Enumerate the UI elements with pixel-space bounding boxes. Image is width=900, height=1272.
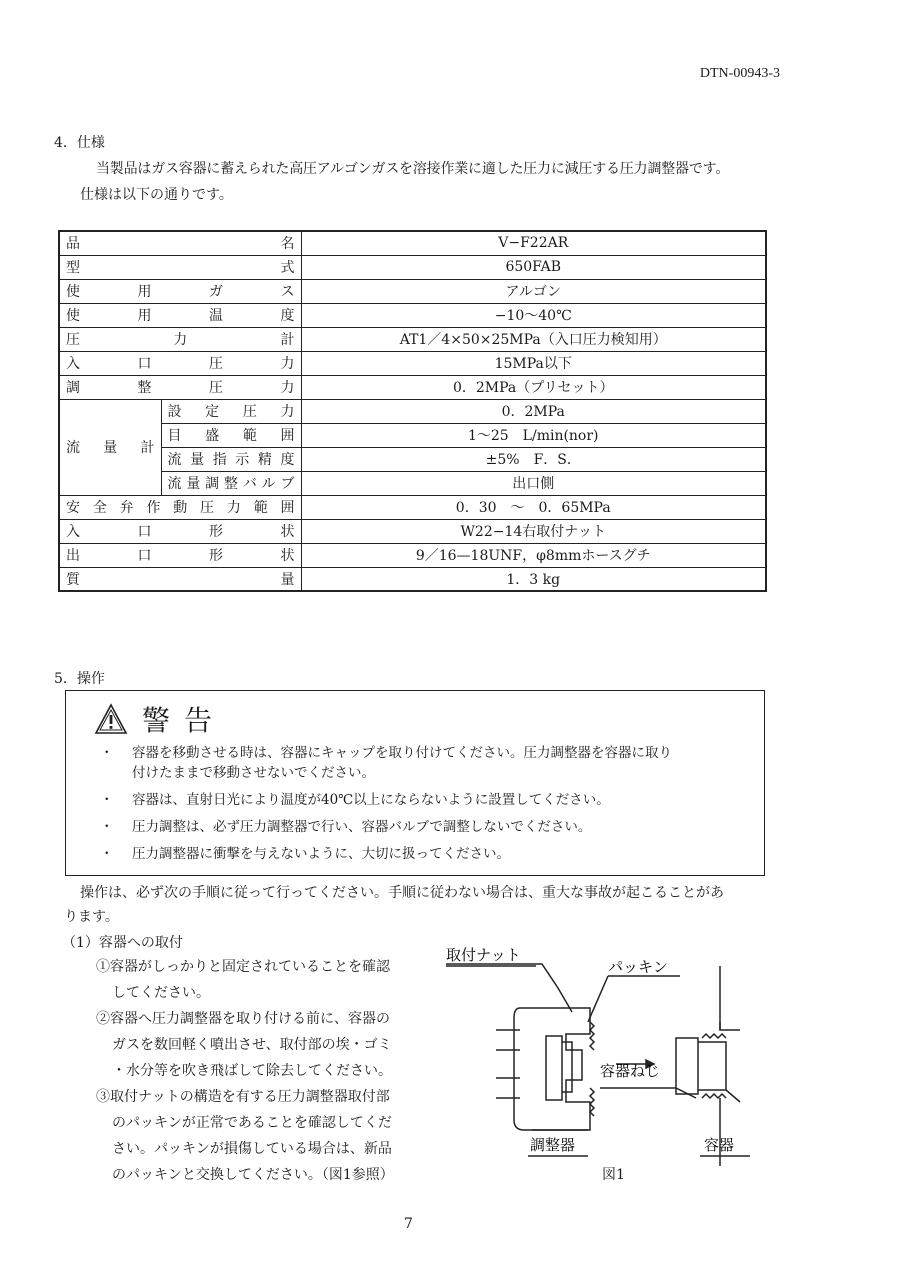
label-regulator: 調整器 xyxy=(530,1137,576,1154)
spec-value: 1〜25 L/min(nor) xyxy=(301,423,766,447)
spec-row xyxy=(59,279,766,303)
warning-triangle-icon xyxy=(94,703,128,735)
subsection-1-heading: （1）容器への取付 xyxy=(62,935,183,951)
warning-box xyxy=(65,690,765,876)
warning-item xyxy=(100,790,744,810)
spec-label xyxy=(59,351,301,375)
step-line: のパッキンと交換してください。（図1参照） xyxy=(112,1167,394,1183)
label-char: 流 xyxy=(167,452,182,468)
label-container: 容器 xyxy=(704,1137,735,1154)
label-char: 度 xyxy=(280,452,295,468)
spec-label xyxy=(59,303,301,327)
label-char: 整 xyxy=(223,476,238,492)
spec-value: 1．3 kg xyxy=(301,567,766,591)
warning-line: 容器は、直射日光により温度が40℃以上にならないように設置してください。 xyxy=(132,792,610,808)
label-char: 示 xyxy=(235,452,250,468)
step-line: ②容器へ圧力調整器を取り付ける前に、容器の xyxy=(96,1011,390,1027)
warning-text xyxy=(132,817,591,837)
spec-value: 9／16—18UNF，φ8mmホースグチ xyxy=(301,543,766,567)
label-char: 精 xyxy=(257,452,272,468)
label-char: 力 xyxy=(280,356,295,372)
spec-intro-line-1: 当製品はガス容器に蓄えられた高圧アルゴンガスを溶接作業に適した圧力に減圧する圧力調整器です。 xyxy=(96,161,730,177)
warning-text xyxy=(132,844,510,864)
label-char: 調 xyxy=(66,380,80,396)
label-char: 形 xyxy=(209,524,223,540)
label-char: 安 xyxy=(66,500,80,516)
label-char: 品 xyxy=(66,236,80,253)
label-char: 盛 xyxy=(205,428,220,444)
label-char: 圧 xyxy=(200,500,215,516)
label-char: 整 xyxy=(137,380,152,396)
bullet: ・ xyxy=(100,819,114,835)
label-char: 指 xyxy=(212,452,227,468)
spec-sub-label xyxy=(161,447,301,471)
page-number: 7 xyxy=(404,1216,413,1232)
label-char: 流 xyxy=(66,440,80,456)
label-char: ス xyxy=(280,284,295,300)
label-container-thread: 容器ねじ xyxy=(600,1063,661,1080)
label-char: 調 xyxy=(205,476,220,492)
spec-sub-label xyxy=(161,471,301,495)
bullet: ・ xyxy=(100,846,114,862)
spec-row xyxy=(59,255,766,279)
step-line: ・水分等を吹き飛ばして除去してください。 xyxy=(112,1063,392,1079)
spec-value: 15MPa以下 xyxy=(301,351,766,375)
spec-label xyxy=(59,231,301,255)
label-char: ル xyxy=(261,476,276,492)
spec-group-label xyxy=(59,399,161,495)
warning-text xyxy=(132,790,610,810)
spec-row xyxy=(59,375,766,399)
spec-sub-label xyxy=(161,399,301,423)
label-char: 囲 xyxy=(280,500,295,516)
label-char: 力 xyxy=(173,332,188,348)
label-char: 出 xyxy=(66,548,80,564)
label-char: 作 xyxy=(146,500,161,516)
warning-line: 圧力調整器に衝撃を与えないように、大切に扱ってください。 xyxy=(132,846,510,862)
label-char: 度 xyxy=(280,308,295,324)
spec-value: −10〜40℃ xyxy=(301,303,766,327)
label-char: 圧 xyxy=(209,356,223,372)
label-char: 計 xyxy=(140,440,155,456)
figure-caption: 図1 xyxy=(602,1167,625,1183)
warning-header xyxy=(94,699,226,739)
figure-1-diagram xyxy=(440,938,770,1188)
spec-row xyxy=(59,303,766,327)
warning-item xyxy=(100,844,744,864)
spec-value: 650FAB xyxy=(301,255,766,279)
spec-row xyxy=(59,567,766,591)
step-line: のパッキンが正常であることを確認してくだ xyxy=(112,1115,392,1131)
label-char: ガ xyxy=(209,284,223,300)
label-char: 範 xyxy=(242,428,257,444)
step-line: してください。 xyxy=(112,985,210,1001)
label-char: 範 xyxy=(253,500,268,516)
label-char: 入 xyxy=(66,524,80,540)
spec-row xyxy=(59,327,766,351)
spec-value: 0．30 〜 0．65MPa xyxy=(301,495,766,519)
label-char: 全 xyxy=(92,500,107,516)
warning-text xyxy=(132,743,672,783)
label-char: 使 xyxy=(66,308,80,324)
label-char: 使 xyxy=(66,284,80,300)
spec-label xyxy=(59,495,301,519)
spec-value: 0．2MPa xyxy=(301,399,766,423)
label-char: 用 xyxy=(137,308,152,324)
label-char: 力 xyxy=(226,500,241,516)
spec-label xyxy=(59,543,301,567)
label-char: 質 xyxy=(66,571,80,588)
label-char: 形 xyxy=(209,548,223,564)
label-char: 圧 xyxy=(66,332,80,348)
spec-row xyxy=(59,447,766,471)
label-char: 力 xyxy=(280,380,295,396)
spec-label xyxy=(59,327,301,351)
label-char: 入 xyxy=(66,356,80,372)
warning-list xyxy=(100,743,744,871)
warning-item xyxy=(100,817,744,837)
spec-row xyxy=(59,351,766,375)
spec-row xyxy=(59,543,766,567)
step-line: さい。パッキンが損傷している場合は、新品 xyxy=(112,1141,392,1157)
label-char: 量 xyxy=(103,440,118,456)
spec-intro-line-2: 仕様は以下の通りです。 xyxy=(80,187,233,203)
warning-line: 圧力調整は、必ず圧力調整器で行い、容器バルブで調整しないでください。 xyxy=(132,819,592,835)
label-char: 圧 xyxy=(242,404,257,420)
bullet: ・ xyxy=(100,745,114,761)
label-char: 量 xyxy=(186,476,201,492)
label-char: 圧 xyxy=(209,380,223,396)
section-4-heading: 4．仕様 xyxy=(54,135,105,151)
spec-row xyxy=(59,471,766,495)
operation-intro-line-1: 操作は、必ず次の手順に従って行ってください。手順に従わない場合は、重大な事故が起こることがあ xyxy=(80,885,724,901)
spec-value: V−F22AR xyxy=(301,231,766,255)
bullet: ・ xyxy=(100,792,114,808)
label-mounting-nut: 取付ナット xyxy=(446,947,521,964)
warning-title: 警告 xyxy=(142,704,227,737)
label-char: 状 xyxy=(280,548,295,564)
operation-intro-line-2: ります。 xyxy=(64,909,119,925)
label-char: 量 xyxy=(280,571,295,588)
label-char: 囲 xyxy=(280,428,295,444)
label-char: 式 xyxy=(280,260,295,276)
spec-label xyxy=(59,255,301,279)
label-char: 用 xyxy=(137,284,152,300)
warning-line: 容器を移動させる時は、容器にキャップを取り付けてください。圧力調整器を容器に取り xyxy=(132,745,672,761)
spec-value: AT1／4×50×25MPa（入口圧力検知用） xyxy=(301,327,766,351)
label-char: 動 xyxy=(173,500,188,516)
label-char: 状 xyxy=(280,524,295,540)
step-line: ①容器がしっかりと固定されていることを確認 xyxy=(96,959,390,975)
label-char: 弁 xyxy=(119,500,134,516)
spec-row xyxy=(59,231,766,255)
spec-value: ±5% F．S． xyxy=(301,447,766,471)
spec-label xyxy=(59,519,301,543)
spec-row xyxy=(59,423,766,447)
spec-label xyxy=(59,375,301,399)
spec-sub-label xyxy=(161,423,301,447)
spec-value: 0．2MPa（プリセット） xyxy=(301,375,766,399)
label-char: 定 xyxy=(205,404,220,420)
spec-label xyxy=(59,279,301,303)
warning-line: 付けたままで移動させないでください。 xyxy=(132,765,375,781)
label-char: 計 xyxy=(280,332,295,348)
label-char: 口 xyxy=(137,548,152,564)
label-char: 口 xyxy=(137,524,152,540)
label-char: 温 xyxy=(209,308,223,324)
spec-table xyxy=(58,230,767,592)
label-packing: パッキン xyxy=(608,959,668,976)
spec-row xyxy=(59,519,766,543)
installation-steps xyxy=(96,954,416,1188)
spec-row xyxy=(59,399,766,423)
label-char: バ xyxy=(242,476,257,492)
label-char: 流 xyxy=(167,476,182,492)
spec-label xyxy=(59,567,301,591)
spec-value: W22−14右取付ナット xyxy=(301,519,766,543)
label-char: 目 xyxy=(167,428,182,444)
label-char: 口 xyxy=(137,356,152,372)
label-char: 名 xyxy=(280,236,295,253)
section-5-heading: 5．操作 xyxy=(54,671,105,687)
label-char: ブ xyxy=(280,476,295,492)
label-char: 設 xyxy=(167,404,182,420)
spec-value: 出口側 xyxy=(301,471,766,495)
step-line: ③取付ナットの構造を有する圧力調整器取付部 xyxy=(96,1089,390,1105)
warning-item xyxy=(100,743,744,783)
label-char: 型 xyxy=(66,260,80,276)
label-char: 力 xyxy=(280,404,295,420)
label-char: 量 xyxy=(190,452,205,468)
document-id: DTN-00943-3 xyxy=(699,66,780,81)
spec-value: アルゴン xyxy=(301,279,766,303)
spec-row xyxy=(59,495,766,519)
step-line: ガスを数回軽く噴出させ、取付部の埃・ゴミ xyxy=(112,1037,392,1053)
